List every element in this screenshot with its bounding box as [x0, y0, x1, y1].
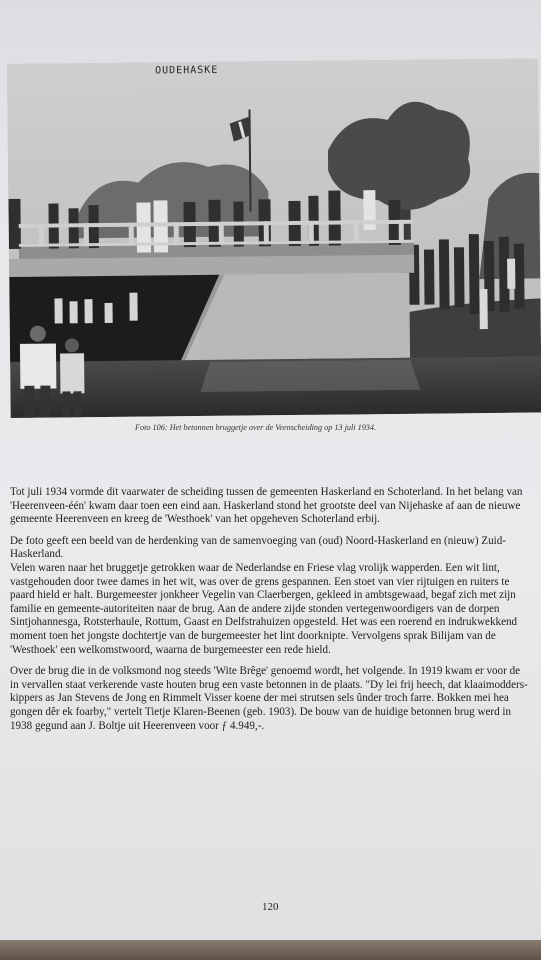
table-surface	[0, 940, 541, 960]
photo-caption: Foto 106: Het betonnen bruggetje over de Veenscheiding op 13 juli 1934.	[135, 423, 377, 432]
text-line: gongen dêr ek foarby," vertelt Tietje Klaren-Beenen (geb. 1903). De bouw van de huidige betonnen brug werd in	[10, 705, 512, 718]
page-number: 120	[262, 901, 279, 913]
photo-sign-text: OUDEHASKE	[155, 64, 219, 77]
text-line: gemeente Heerenveen en kreeg de 'Westhoek' van het opgeheven Schoterland erbij.	[10, 513, 380, 526]
historic-bridge-photo	[7, 58, 541, 418]
paragraph-1	[10, 486, 535, 527]
paragraph-2	[10, 535, 535, 657]
text-line: familie en gemeente-autoriteiten naar de brug. Aan de andere zijde stonden vertegenwoordigers van de dorpen	[10, 602, 500, 615]
text-line: vastgehouden door twee dames in het wit, was over de grens gespannen. Een stoet van vier rijtuigen en ruiters te	[10, 575, 510, 588]
text-line: Velen waren naar het bruggetje getrokken waar de Nederlandse en Friese vlag vrolijk wapperden. Een wit lint,	[10, 561, 500, 574]
text-line: moment toen het jongste dochtertje van de burgemeester het lint doorknipte. Vervolgens sprak Bilijam van de	[10, 629, 496, 642]
text-line: paard hield er halt. Burgemeester jonkheer Vegelin van Claerbergen, gekleed in ambtsgewaad, begaf zich met zijn	[10, 589, 516, 602]
text-line: Haskerland.	[10, 548, 64, 561]
text-line: De foto geeft een beeld van de herdenking van de samenvoeging van (oud) Noord-Haskerland en (nieuw) Zuid-	[10, 534, 506, 547]
text-line: 1938 gegund aan J. Boltje uit Heerenveen voor ƒ 4.949,-.	[10, 719, 265, 732]
text-line: in vervallen staat verkerende vaste houten brug een vaste betonnen in de plaats. "Dy lei frij heech, dat klaaimodders-	[10, 678, 528, 691]
text-line: kippers as Jan Stevens de Jong en Rimmelt Visser koene der mei strutsen sels ûnder troch farre. Bokken mei hea	[10, 692, 509, 705]
text-line: 'Heerenveen-één' kwam daar toen een eind aan. Haskerland stond het grootste deel van Nijehaske af aan de nieuwe	[10, 499, 521, 512]
paragraph-3	[10, 665, 535, 733]
text-line: 'Westhoek' een welkomstwoord, waarna de burgemeester een rede hield.	[10, 643, 331, 656]
text-line: Over de brug die in de volksmond nog steeds 'Wite Brêge' genoemd wordt, het volgende. In 1919 kwam er voor de	[10, 665, 521, 678]
bridge-photo-image	[7, 58, 541, 418]
body-text	[10, 486, 535, 733]
text-line: Tot juli 1934 vormde dit vaarwater de scheiding tussen de gemeenten Haskerland en Schoterland. In het belang van	[10, 486, 523, 498]
text-line: Sintjohannesga, Rotsterhaule, Rottum, Gaast en Delfstrahuizen opgesteld. Het was een roerend en indrukwekkend	[10, 616, 518, 629]
